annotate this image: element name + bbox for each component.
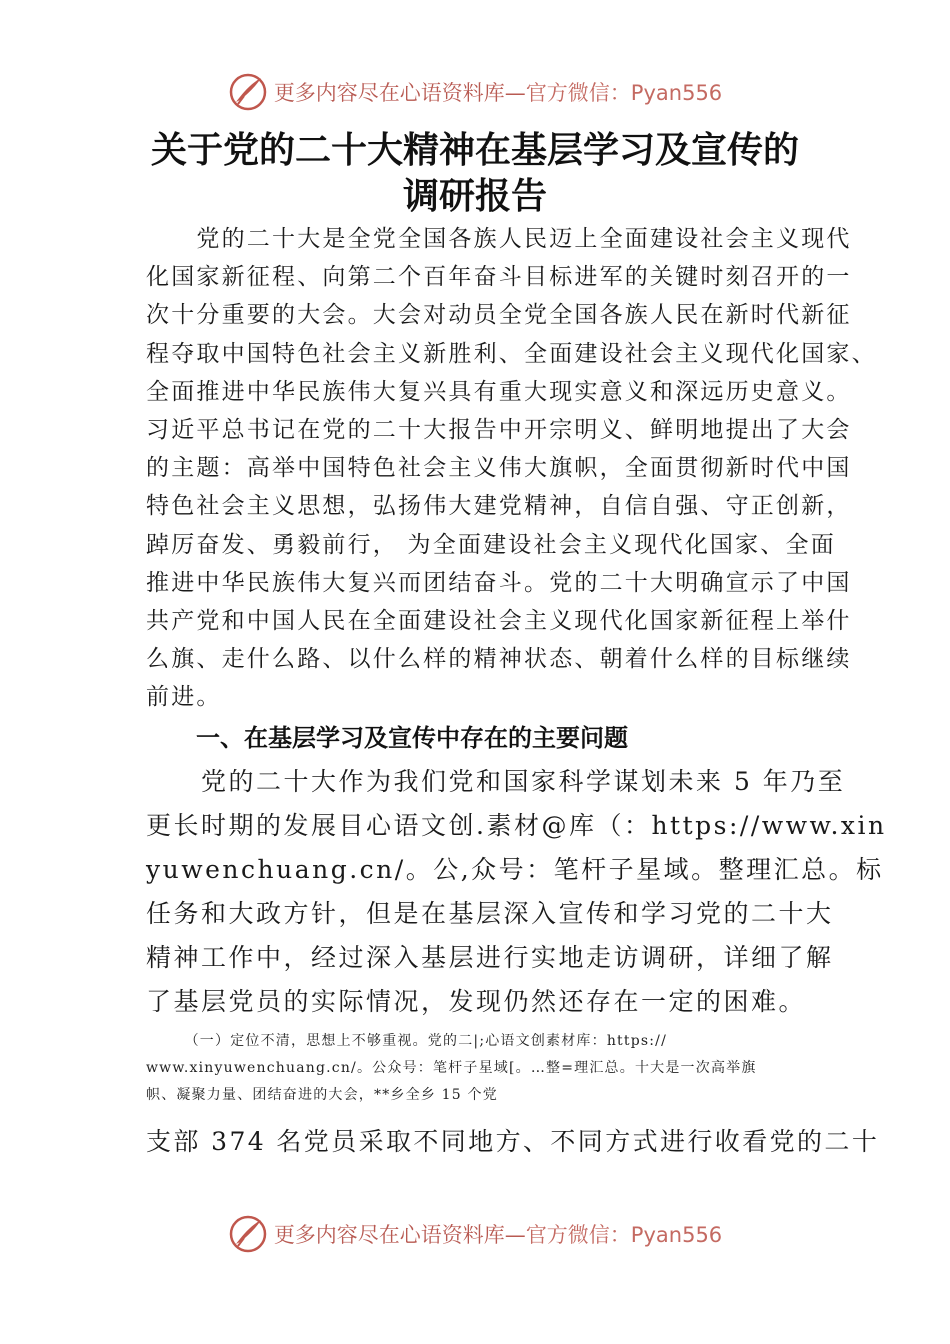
section-heading: 一、在基层学习及宣传中存在的主要问题 [196, 724, 628, 752]
header-banner [0, 70, 950, 114]
paragraph-line: 精神工作中，经过深入基层进行实地走访调研，详细了解 [146, 943, 834, 972]
paragraph-line: 踔厉奋发、勇毅前行， 为全面建设社会主义现代化国家、全面 [146, 531, 836, 558]
paragraph-line: 党的二十大是全党全国各族人民迈上全面建设社会主义现代 [146, 226, 852, 252]
quill-pen-logo-icon [228, 1214, 268, 1254]
paragraph-line: 推进中华民族伟大复兴而团结奋斗。党的二十大明确宣示了中国 [146, 569, 852, 596]
paragraph-line: yuwenchuang.cn/。公,众号：笔杆子星域。整理汇总。标 [146, 855, 884, 884]
paragraph-line: 次十分重要的大会。大会对动员全党全国各族人民在新时代新征 [146, 302, 852, 329]
paragraph-line: 党的二十大作为我们党和国家科学谋划未来 5 年乃至 [146, 767, 846, 796]
banner-wechat: 官方微信：Pyan556 [525, 81, 723, 105]
paragraph-last-line: 支部 374 名党员采取不同地方、不同方式进行收看党的二十 [146, 1127, 880, 1156]
intro-paragraph [146, 220, 877, 717]
paragraph-line: 任务和大政方针，但是在基层深入宣传和学习党的二十大 [146, 899, 834, 928]
paragraph-line: 更长时期的发展目心语文创.素材@库（：https://www.xin [146, 811, 887, 840]
quill-pen-logo-icon [228, 72, 268, 112]
paragraph-line: 化国家新征程、向第二个百年奋斗目标进军的关键时刻召开的一 [146, 264, 852, 291]
paragraph-line: 么旗、走什么路、以什么样的精神状态、朝着什么样的目标继续 [146, 646, 852, 673]
banner-text: 更多内容尽在心语资料库— [273, 1223, 526, 1247]
paragraph-line: （一）定位不清，思想上不够重视。党的二|;心语文创素材库：https:// [146, 1033, 667, 1049]
banner-wechat: 官方微信：Pyan556 [525, 1223, 723, 1247]
banner-text: 更多内容尽在心语资料库— [273, 81, 526, 105]
paragraph-line: 的主题：高举中国特色社会主义伟大旗帜，全面贯彻新时代中国 [146, 455, 852, 482]
subsection-paragraph [146, 1028, 826, 1109]
paragraph-line: 前进。 [146, 684, 222, 711]
paragraph-line: 共产党和中国人民在全面建设社会主义现代化国家新征程上举什 [146, 608, 852, 635]
footer-banner [0, 1212, 950, 1256]
paragraph-line: www.xinyuwenchuang.cn/。公众号：笔杆子星域[。…整=理汇总。十大是一次高举旗 [146, 1060, 757, 1076]
paragraph-line: 特色社会主义思想，弘扬伟大建党精神，自信自强、守正创新， [146, 493, 852, 520]
page-title-line-2: 调研报告 [402, 176, 547, 217]
paragraph-line: 全面推进中华民族伟大复兴具有重大现实意义和深远历史意义。 [146, 378, 852, 405]
paragraph-line: 帜、凝聚力量、团结奋进的大会，**乡全乡 15 个党 [146, 1087, 498, 1103]
page-title-line-1: 关于党的二十大精神在基层学习及宣传的 [150, 130, 799, 171]
paragraph-line: 了基层党员的实际情况，发现仍然还存在一定的困难。 [146, 987, 807, 1016]
paragraph-line: 程夺取中国特色社会主义新胜利、全面建设社会主义现代化国家、 [146, 340, 877, 367]
paragraph-line: 习近平总书记在党的二十大报告中开宗明义、鲜明地提出了大会 [146, 417, 852, 444]
section-paragraph [146, 760, 887, 1024]
